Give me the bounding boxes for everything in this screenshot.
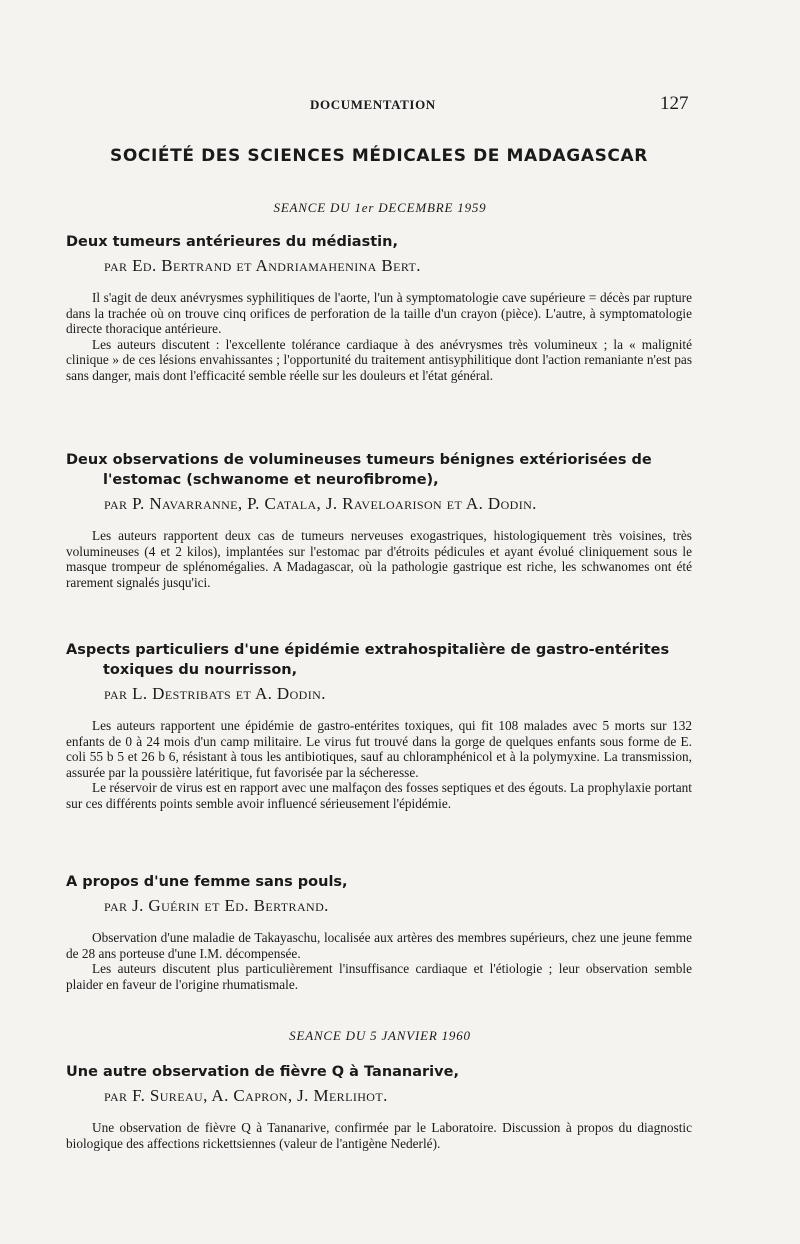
article-body [66,930,692,992]
article-paragraph: Observation d'une maladie de Takayaschu, localisée aux artères des membres supérieurs, chez une jeune femme de 28 ans porteuse d'une I.M. décompensée. [66,930,692,961]
article-authors: par J. Guérin et Ed. Bertrand. [104,896,329,915]
article [66,232,692,384]
article-body [66,528,692,590]
article-authors: par L. Destribats et A. Dodin. [104,684,326,703]
article-title: Aspects particuliers d'une épidémie extrahospitalière de gastro-entérites toxiques du nourrisson, [66,642,670,678]
society-title: SOCIÉTÉ DES SCIENCES MÉDICALES DE MADAGASCAR [110,146,648,166]
article-authors: par F. Sureau, A. Capron, J. Merlihot. [104,1086,388,1105]
article-authors: par Ed. Bertrand et Andriamahenina Bert. [104,256,421,275]
article-paragraph: Les auteurs discutent : l'excellente tolérance cardiaque à des anévrysmes très volumineux ; la « malignité clinique » de ces lésions envahissantes ; l'opportunité du traitement antisyphilitique dont l'action remaniante n'est pas sans danger, mais dont l'efficacité semble réelle sur les douleurs et l'état général. [66,336,692,383]
article [66,640,692,812]
article-title: Deux observations de volumineuses tumeurs bénignes extériorisées de l'estomac (schwanome et neurofibrome), [66,452,652,488]
article-authors: par P. Navarranne, P. Catala, J. Raveloarison et A. Dodin. [104,494,537,513]
running-header [0,93,800,117]
article-title: Une autre observation de fièvre Q à Tananarive, [66,1064,459,1080]
running-header-label: DOCUMENTATION [310,97,436,112]
session-heading: SEANCE DU 1er DECEMBRE 1959 [273,200,487,215]
article-title: Deux tumeurs antérieures du médiastin, [66,234,398,250]
article-paragraph: Le réservoir de virus est en rapport avec une malfaçon des fosses septiques et des égouts. La prophylaxie portant sur ces différents points semble avoir influencé sérieusement l'épidémie. [66,780,692,811]
article [66,1062,692,1151]
article [66,872,692,992]
session-heading: SEANCE DU 5 JANVIER 1960 [289,1028,471,1043]
article-body [66,1120,692,1151]
article-body [66,290,692,384]
article-title: A propos d'une femme sans pouls, [66,874,348,890]
article-paragraph: Les auteurs rapportent une épidémie de gastro-entérites toxiques, qui fit 108 malades avec 5 morts sur 132 enfants de 0 à 24 mois d'un camp militaire. Le virus fut trouvé dans la gorge de quelques enfants sous forme de E. coli 55 b 5 et 26 b 6, résistant à tous les antibiotiques, sauf au chloramphénicol et à la polymyxine. La transmission, assurée par la poussière latéritique, fut favorisée par la sécheresse. [66,718,692,780]
page-number: 127 [660,93,689,114]
article-paragraph: Il s'agit de deux anévrysmes syphilitiques de l'aorte, l'un à symptomatologie cave supérieure = décès par rupture dans la trachée où on trouve cinq orifices de perforation de la taille d'un crayon (pièce). L'autre, à symptomatologie directe thoracique antérieure. [66,290,692,337]
article-body [66,718,692,812]
article-paragraph: Les auteurs rapportent deux cas de tumeurs nerveuses exogastriques, histologiquement très voisines, très volumineuses (4 et 2 kilos), implantées sur l'estomac par d'étroits pédicules et ayant évolué cliniquement sous le masque trompeur de splénomégalies. A Madagascar, où la pathologie gastrique est riche, les schwanomes ont été rarement signalés jusqu'ici. [66,528,692,590]
article-paragraph: Les auteurs discutent plus particulièrement l'insuffisance cardiaque et l'étiologie ; leur observation semble plaider en faveur de l'origine rhumatismale. [66,961,692,992]
article-paragraph: Une observation de fièvre Q à Tananarive, confirmée par le Laboratoire. Discussion à propos du diagnostic biologique des affections rickettsiennes (valeur de l'antigène Nederlé). [66,1120,692,1151]
article [66,450,692,590]
